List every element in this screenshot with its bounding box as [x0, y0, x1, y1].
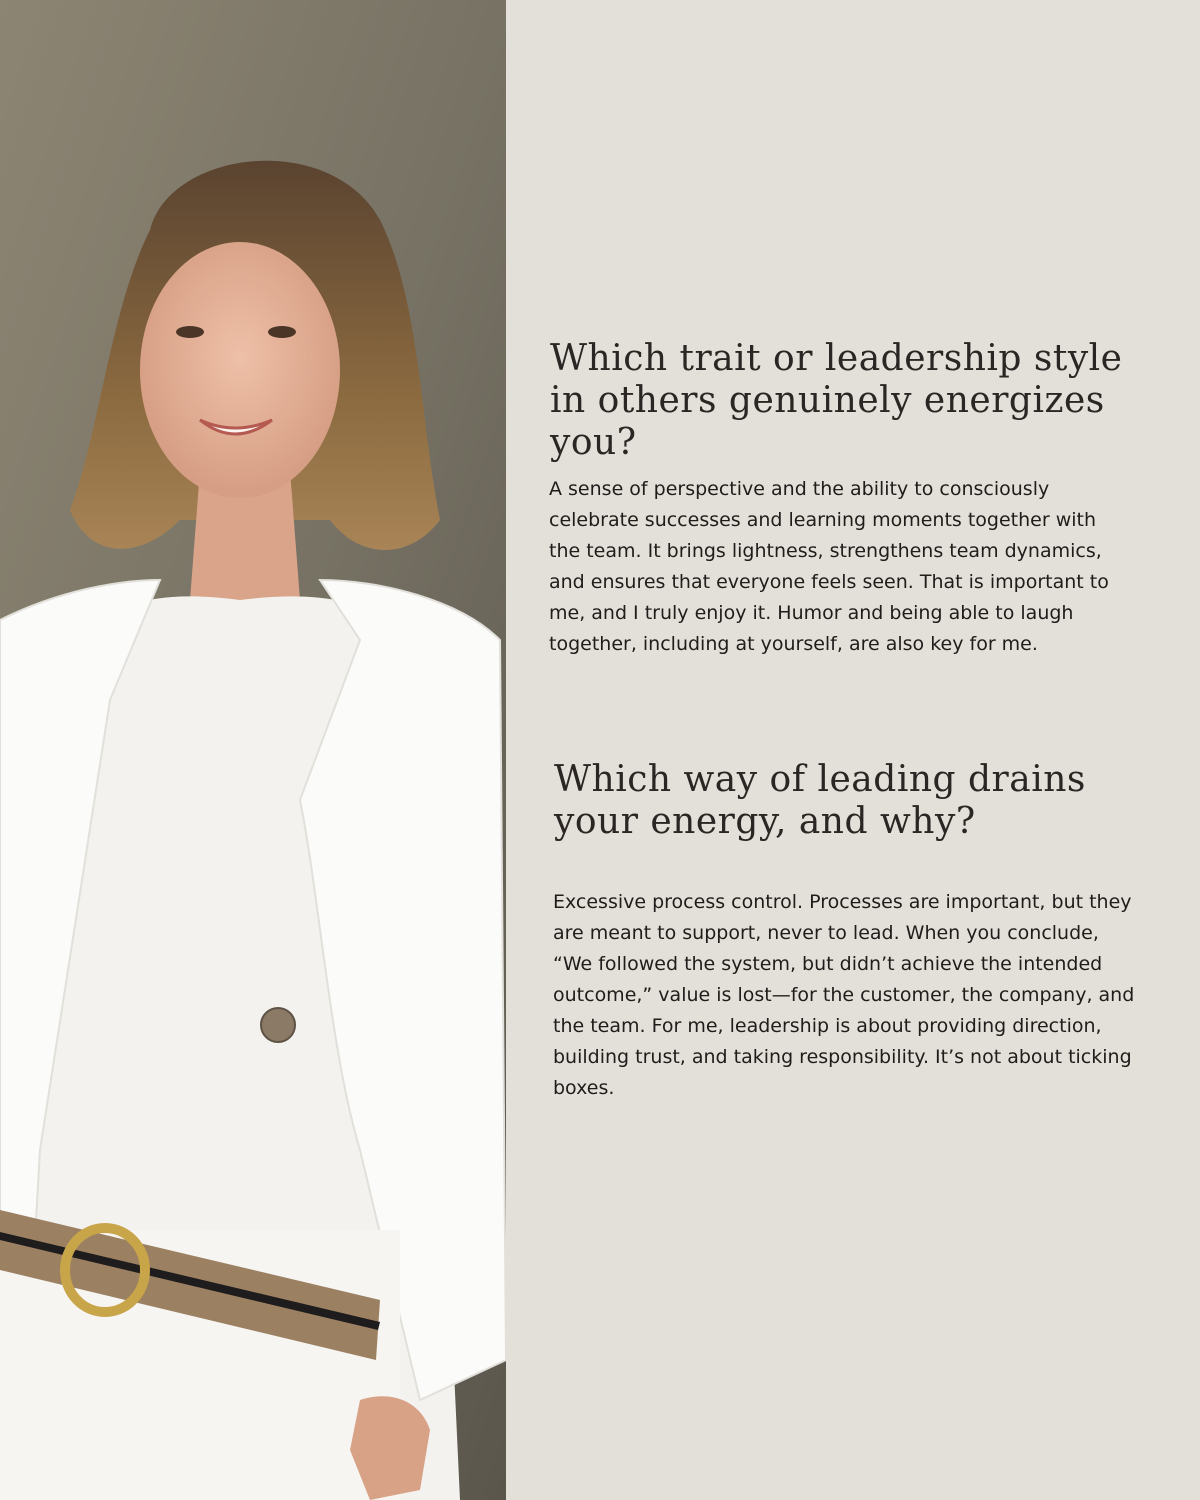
answer-1-paragraph: A sense of perspective and the ability to consciously celebrate successes and learning moments together with the team. It brings lightness, strengthens team dynamics, and ensures that everyone feels seen. That is important to me, and I truly enjoy it. Humor and being able to laugh together, including at yourself, are also key for me.: [549, 478, 1109, 655]
question-1-heading: Which trait or leadership style in others genuinely energizes you?: [550, 338, 1123, 463]
right-eye: [268, 326, 296, 338]
answer-2-paragraph: Excessive process control. Processes are important, but they are meant to support, never to lead. When you conclude, “We followed the system, but didn’t achieve the intended outcome,” value is lost—for the customer, the company, and the team. For me, leadership is about providing direction, building trust, and taking responsibility. It’s not about ticking boxes.: [553, 891, 1135, 1099]
portrait-illustration: [0, 0, 506, 1500]
left-eye: [176, 326, 204, 338]
portrait-photo: [0, 0, 506, 1500]
question-2-heading: Which way of leading drains your energy, and why?: [554, 759, 1086, 842]
jacket-button: [261, 1008, 295, 1042]
text-column: [506, 0, 1200, 1500]
face-shape: [140, 242, 340, 498]
